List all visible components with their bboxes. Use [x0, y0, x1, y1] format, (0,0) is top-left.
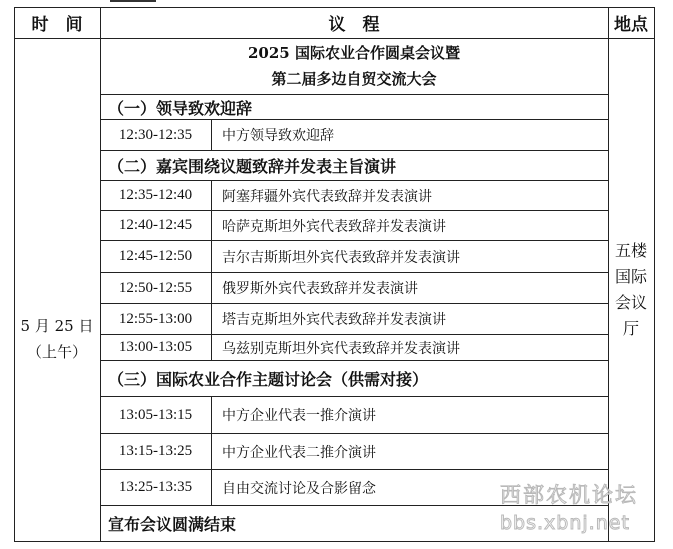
agenda-item [222, 241, 602, 272]
header-time [14, 7, 100, 38]
agenda-item-text: 乌兹别克斯坦外宾代表致辞并发表演讲 [222, 340, 460, 357]
closing-text: 宣布会议圆满结束 [108, 515, 237, 534]
time-cell [100, 211, 211, 240]
agenda-item [222, 335, 602, 360]
agenda-item-text: 中方领导致欢迎辞 [222, 128, 334, 144]
time-cell [100, 470, 211, 505]
agenda-item-text: 自由交流讨论及合影留念 [222, 480, 376, 497]
time-value: 13:05-13:15 [118, 406, 193, 423]
watermark-line2: bbs.xbnj.net [500, 512, 630, 534]
location-line: 会议 [614, 293, 647, 312]
time-cell [100, 434, 211, 469]
meeting-title [100, 40, 608, 94]
section-heading [108, 151, 598, 180]
section-heading [108, 95, 598, 119]
time-value: 12:40-12:45 [118, 217, 193, 233]
time-value: 13:00-13:05 [118, 339, 193, 355]
time-cell [100, 273, 211, 303]
meeting-title-line2: 第二届多边自贸交流大会 [271, 70, 437, 88]
header-location [608, 7, 654, 38]
section-heading [108, 361, 598, 396]
agenda-item-text: 吉尔吉斯斯坦外宾代表致辞并发表演讲 [222, 249, 460, 266]
location-cell [608, 238, 654, 342]
agenda-item [222, 273, 602, 303]
time-cell [100, 304, 211, 334]
section-heading-label: （三）国际农业合作主题讨论会（供需对接） [108, 370, 429, 389]
time-value: 13:15-13:25 [118, 443, 193, 459]
time-value: 12:55-13:00 [118, 310, 193, 327]
time-value: 13:25-13:35 [118, 479, 193, 495]
agenda-item [222, 120, 602, 150]
agenda-item-text: 哈萨克斯坦外宾代表致辞并发表演讲 [222, 218, 446, 235]
time-cell [100, 397, 211, 433]
section-heading-label: （二）嘉宾围绕议题致辞并发表主旨演讲 [108, 157, 397, 176]
agenda-item-text: 阿塞拜疆外宾代表致辞并发表演讲 [222, 188, 432, 205]
header-agenda-label: 议 程 [328, 15, 380, 35]
time-cell [100, 120, 211, 150]
date-cell [14, 313, 100, 365]
agenda-item-text: 中方企业代表二推介演讲 [222, 444, 376, 461]
agenda-item-text: 俄罗斯外宾代表致辞并发表演讲 [222, 281, 418, 297]
header-time-label: 时 间 [31, 15, 83, 35]
agenda-item [222, 397, 602, 433]
header-agenda [100, 7, 608, 38]
agenda-item [222, 181, 602, 210]
time-cell [100, 181, 211, 210]
time-value: 12:35-12:40 [118, 187, 193, 203]
time-value: 12:50-12:55 [118, 279, 193, 296]
agenda-item-text: 中方企业代表一推介演讲 [222, 408, 376, 424]
meeting-title-line1: 2025 国际农业合作圆桌会议暨 [248, 44, 460, 62]
agenda-item-text: 塔吉克斯坦外宾代表致辞并发表演讲 [222, 312, 446, 328]
time-cell [100, 241, 211, 272]
cropped-top-text [110, 0, 170, 3]
time-cell [100, 335, 211, 360]
agenda-item [222, 211, 602, 240]
date-line2: （上午） [26, 343, 87, 361]
location-line: 厅 [622, 319, 639, 338]
time-value: 12:30-12:35 [118, 126, 193, 143]
watermark-line1: 西部农机论坛 [500, 483, 638, 507]
header-location-label: 地点 [614, 15, 648, 35]
agenda-item [222, 304, 602, 334]
date-line1: 5 月 25 日 [20, 317, 94, 335]
closing-row [108, 506, 488, 541]
time-value: 12:45-12:50 [118, 248, 193, 264]
agenda-item [222, 434, 602, 469]
section-heading-label: （一）领导致欢迎辞 [108, 98, 253, 118]
location-line: 国际 [614, 267, 647, 286]
location-line: 五楼 [614, 241, 647, 260]
